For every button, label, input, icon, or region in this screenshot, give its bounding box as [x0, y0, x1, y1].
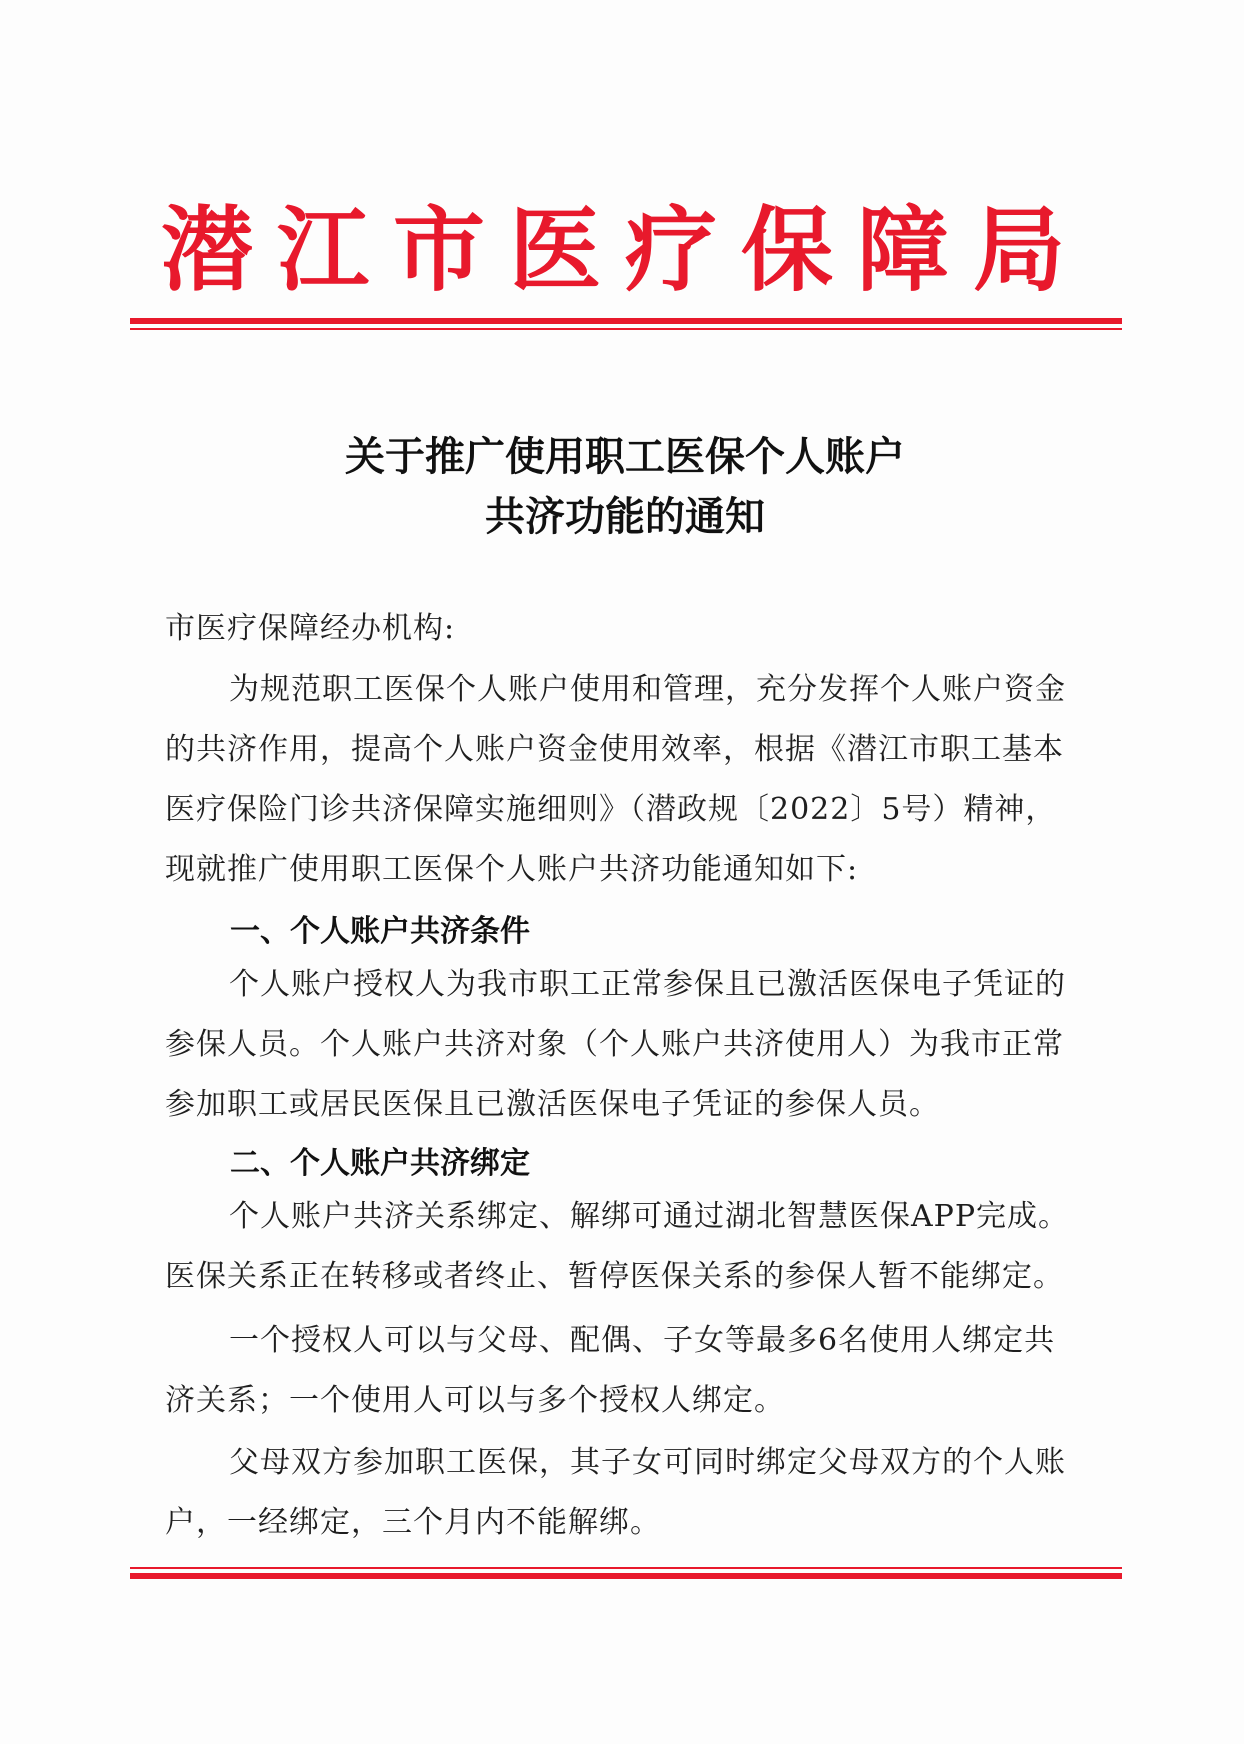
section2-paragraph3 [165, 1433, 1085, 1553]
letterhead-red-rule [130, 318, 1122, 330]
paragraph-text: 个人账户共济关系绑定、解绑可通过湖北智慧医保APP完成。医保关系正在转移或者终止、暂停医保关系的参保人暂不能绑定。 [165, 1199, 1070, 1294]
section1-heading: 一、个人账户共济条件 [230, 914, 530, 949]
footer-red-rule [130, 1567, 1122, 1579]
paragraph-text: 父母双方参加职工医保，其子女可同时绑定父母双方的个人账户，一经绑定，三个月内不能解绑。 [165, 1445, 1066, 1540]
section2-paragraph2 [165, 1311, 1085, 1431]
intro-paragraph [165, 660, 1085, 900]
paragraph-text: 为规范职工医保个人账户使用和管理，充分发挥个人账户资金的共济作用，提高个人账户资金使用效率，根据《潜江市职工基本医疗保险门诊共济保障实施细则》（潜政规〔2022〕5号）精神，现就推广使用职工医保个人账户共济功能通知如下: [165, 672, 1066, 887]
paragraph-text: 个人账户授权人为我市职工正常参保且已激活医保电子凭证的参保人员。个人账户共济对象（个人账户共济使用人）为我市正常参加职工或居民医保且已激活医保电子凭证的参保人员。 [165, 967, 1066, 1122]
letterhead-org-name: 潜江市医疗保障局 [160, 197, 1089, 304]
section1-paragraph [165, 955, 1085, 1135]
section2-paragraph1 [165, 1187, 1085, 1307]
section2-heading: 二、个人账户共济绑定 [230, 1146, 530, 1181]
document-title-line1: 关于推广使用职工医保个人账户 [345, 434, 905, 480]
addressee: 市医疗保障经办机构: [165, 611, 456, 646]
document-title-line2: 共济功能的通知 [485, 494, 765, 540]
paragraph-text: 一个授权人可以与父母、配偶、子女等最多6名使用人绑定共济关系；一个使用人可以与多个授权人绑定。 [165, 1323, 1056, 1418]
